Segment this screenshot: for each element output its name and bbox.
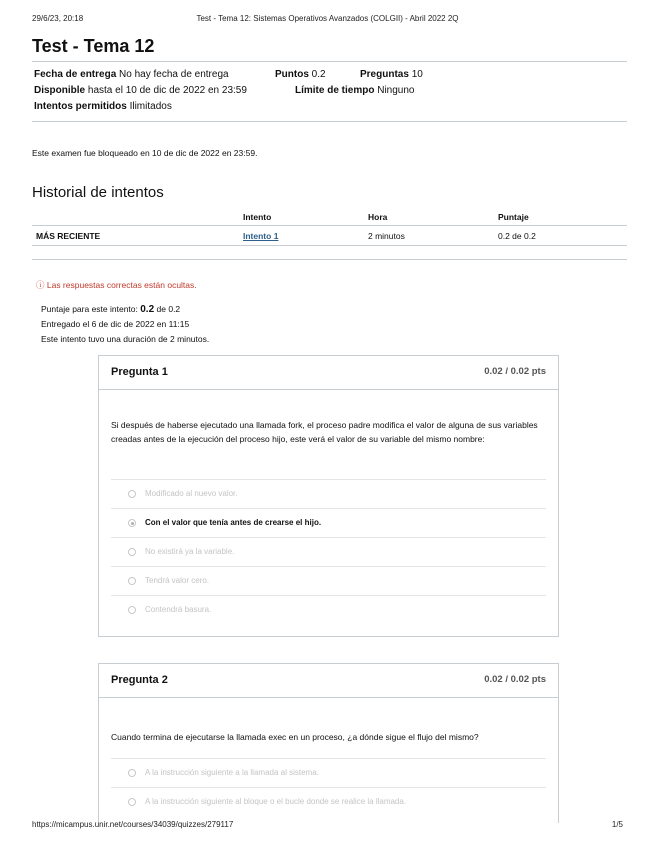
points-value: 0.2 (311, 69, 326, 80)
answer-text: Con el valor que tenía antes de crearse el hijo. (145, 518, 322, 527)
question-text: Si después de haberse ejecutado una llamada fork, el proceso padre modifica el valor de alguna de sus variables creadas antes de la ejecución del proceso hijo, este verá el valor de su variable del mismo nombre: (111, 420, 538, 444)
question-points: 0.02 / 0.02 pts (484, 674, 546, 685)
print-date: 29/6/23, 20:18 (32, 14, 84, 23)
question-card-2 (98, 663, 559, 823)
attempts-label: Intentos permitidos (34, 101, 127, 112)
due-value: No hay fecha de entrega (119, 69, 229, 80)
table-row (32, 226, 627, 246)
score-line (41, 302, 209, 317)
available-label: Disponible (34, 85, 86, 96)
answer-option[interactable] (111, 595, 546, 624)
answer-option[interactable] (111, 566, 546, 595)
score-prefix: Puntaje para este intento: (41, 304, 138, 314)
answer-text: No existirá ya la variable. (145, 547, 235, 556)
answer-text: Tendrá valor cero. (145, 576, 210, 585)
page-number: 1/5 (611, 820, 623, 829)
answer-text: Modificado al nuevo valor. (145, 489, 238, 498)
print-document-title: Test - Tema 12: Sistemas Operativos Avanzados (COLGII) - Abril 2022 2Q (196, 14, 459, 23)
score-summary (41, 302, 209, 347)
points-label: Puntos (275, 69, 309, 80)
attempt-time: 2 minutos (368, 231, 405, 241)
divider (32, 61, 627, 62)
history-title: Historial de intentos (32, 184, 164, 201)
radio-button[interactable] (128, 798, 136, 806)
answer-text: Contendrá basura. (145, 605, 212, 614)
answer-option[interactable] (111, 479, 546, 508)
questions-value: 10 (411, 69, 423, 80)
time-limit-value: Ninguno (377, 85, 415, 96)
question-points: 0.02 / 0.02 pts (484, 366, 546, 377)
locked-message: Este examen fue bloqueado en 10 de dic de 2022 en 23:59. (32, 148, 258, 158)
answer-text: A la instrucción siguiente al bloque o el bucle donde se realice la llamada. (145, 797, 407, 806)
quiz-meta-row-1 (34, 69, 229, 80)
question-title: Pregunta 1 (111, 366, 168, 378)
available-meta (34, 85, 247, 96)
score-suffix: de 0.2 (156, 304, 181, 314)
column-header-score: Puntaje (498, 212, 529, 222)
points-meta (275, 69, 326, 80)
radio-button[interactable] (128, 606, 136, 614)
print-footer (32, 820, 623, 832)
attempts-meta (34, 101, 172, 112)
answer-text: A la instrucción siguiente a la llamada al sistema. (145, 768, 319, 777)
score-value: 0.2 (140, 304, 155, 315)
radio-button[interactable] (128, 577, 136, 585)
answer-option-selected[interactable] (111, 508, 546, 537)
question-card-1 (98, 355, 559, 637)
answer-option[interactable] (111, 758, 546, 787)
table-header (32, 208, 627, 226)
question-header (99, 356, 558, 390)
print-header (32, 14, 623, 26)
answer-option[interactable] (111, 787, 546, 816)
questions-meta (360, 69, 423, 80)
answers-hidden-warning: ⓘ Las respuestas correctas están ocultas. (36, 280, 197, 290)
divider (32, 259, 627, 260)
question-title: Pregunta 2 (111, 674, 168, 686)
radio-button[interactable] (128, 490, 136, 498)
attempt-history-table (32, 208, 627, 246)
submitted-line: Entregado el 6 de dic de 2022 en 11:15 (41, 319, 190, 329)
radio-button[interactable] (128, 548, 136, 556)
available-value: hasta el 10 de dic de 2022 en 23:59 (87, 85, 247, 96)
row-label: MÁS RECIENTE (36, 231, 101, 241)
radio-button-checked[interactable] (128, 519, 136, 527)
attempts-value: Ilimitados (129, 101, 172, 112)
duration-line: Este intento tuvo una duración de 2 minutos. (41, 334, 210, 344)
radio-button[interactable] (128, 769, 136, 777)
attempt-score: 0.2 de 0.2 (498, 231, 536, 241)
questions-label: Preguntas (360, 69, 409, 80)
column-header-attempt: Intento (243, 212, 272, 222)
time-limit-meta (295, 85, 415, 96)
question-text: Cuando termina de ejecutarse la llamada exec en un proceso, ¿a dónde sigue el flujo del mismo? (111, 732, 479, 742)
question-header (99, 664, 558, 698)
due-label: Fecha de entrega (34, 69, 117, 80)
time-limit-label: Límite de tiempo (295, 85, 375, 96)
page-url: https://micampus.unir.net/courses/34039/quizzes/279117 (32, 820, 234, 829)
attempt-link[interactable]: Intento 1 (243, 231, 279, 241)
divider (32, 121, 627, 122)
column-header-time: Hora (368, 212, 388, 222)
answer-option[interactable] (111, 537, 546, 566)
page-title: Test - Tema 12 (32, 36, 155, 56)
